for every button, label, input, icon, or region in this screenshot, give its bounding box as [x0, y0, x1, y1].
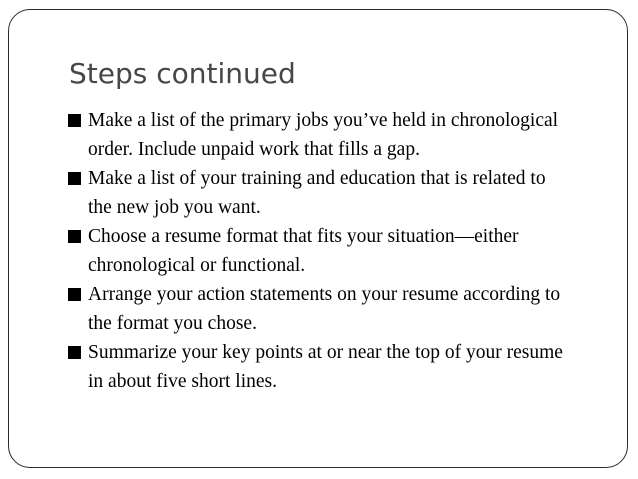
bullet-text: in about five short lines.	[88, 371, 278, 392]
slide-title: Steps continued	[69, 57, 296, 90]
bullet-text: Make a list of the primary jobs you’ve held in chronological	[88, 110, 559, 131]
list-item	[68, 106, 608, 164]
list-item	[68, 280, 608, 338]
list-item	[68, 164, 608, 222]
bullet-text: Arrange your action statements on your resume according to	[88, 284, 561, 305]
bullet-text: the new job you want.	[88, 197, 261, 218]
square-bullet-icon	[68, 346, 81, 359]
bullet-text: Choose a resume format that fits your situation—either	[88, 226, 519, 247]
list-item	[68, 222, 608, 280]
bullet-text: order. Include unpaid work that fills a gap.	[88, 139, 420, 160]
bullet-text: Summarize your key points at or near the top of your resume	[88, 342, 563, 363]
square-bullet-icon	[68, 288, 81, 301]
bullet-text: chronological or functional.	[88, 255, 306, 276]
list-item	[68, 338, 608, 396]
bullet-text: Make a list of your training and education that is related to	[88, 168, 546, 189]
bullet-text: the format you chose.	[88, 313, 257, 334]
square-bullet-icon	[68, 114, 81, 127]
square-bullet-icon	[68, 230, 81, 243]
bullet-list	[68, 106, 608, 396]
square-bullet-icon	[68, 172, 81, 185]
